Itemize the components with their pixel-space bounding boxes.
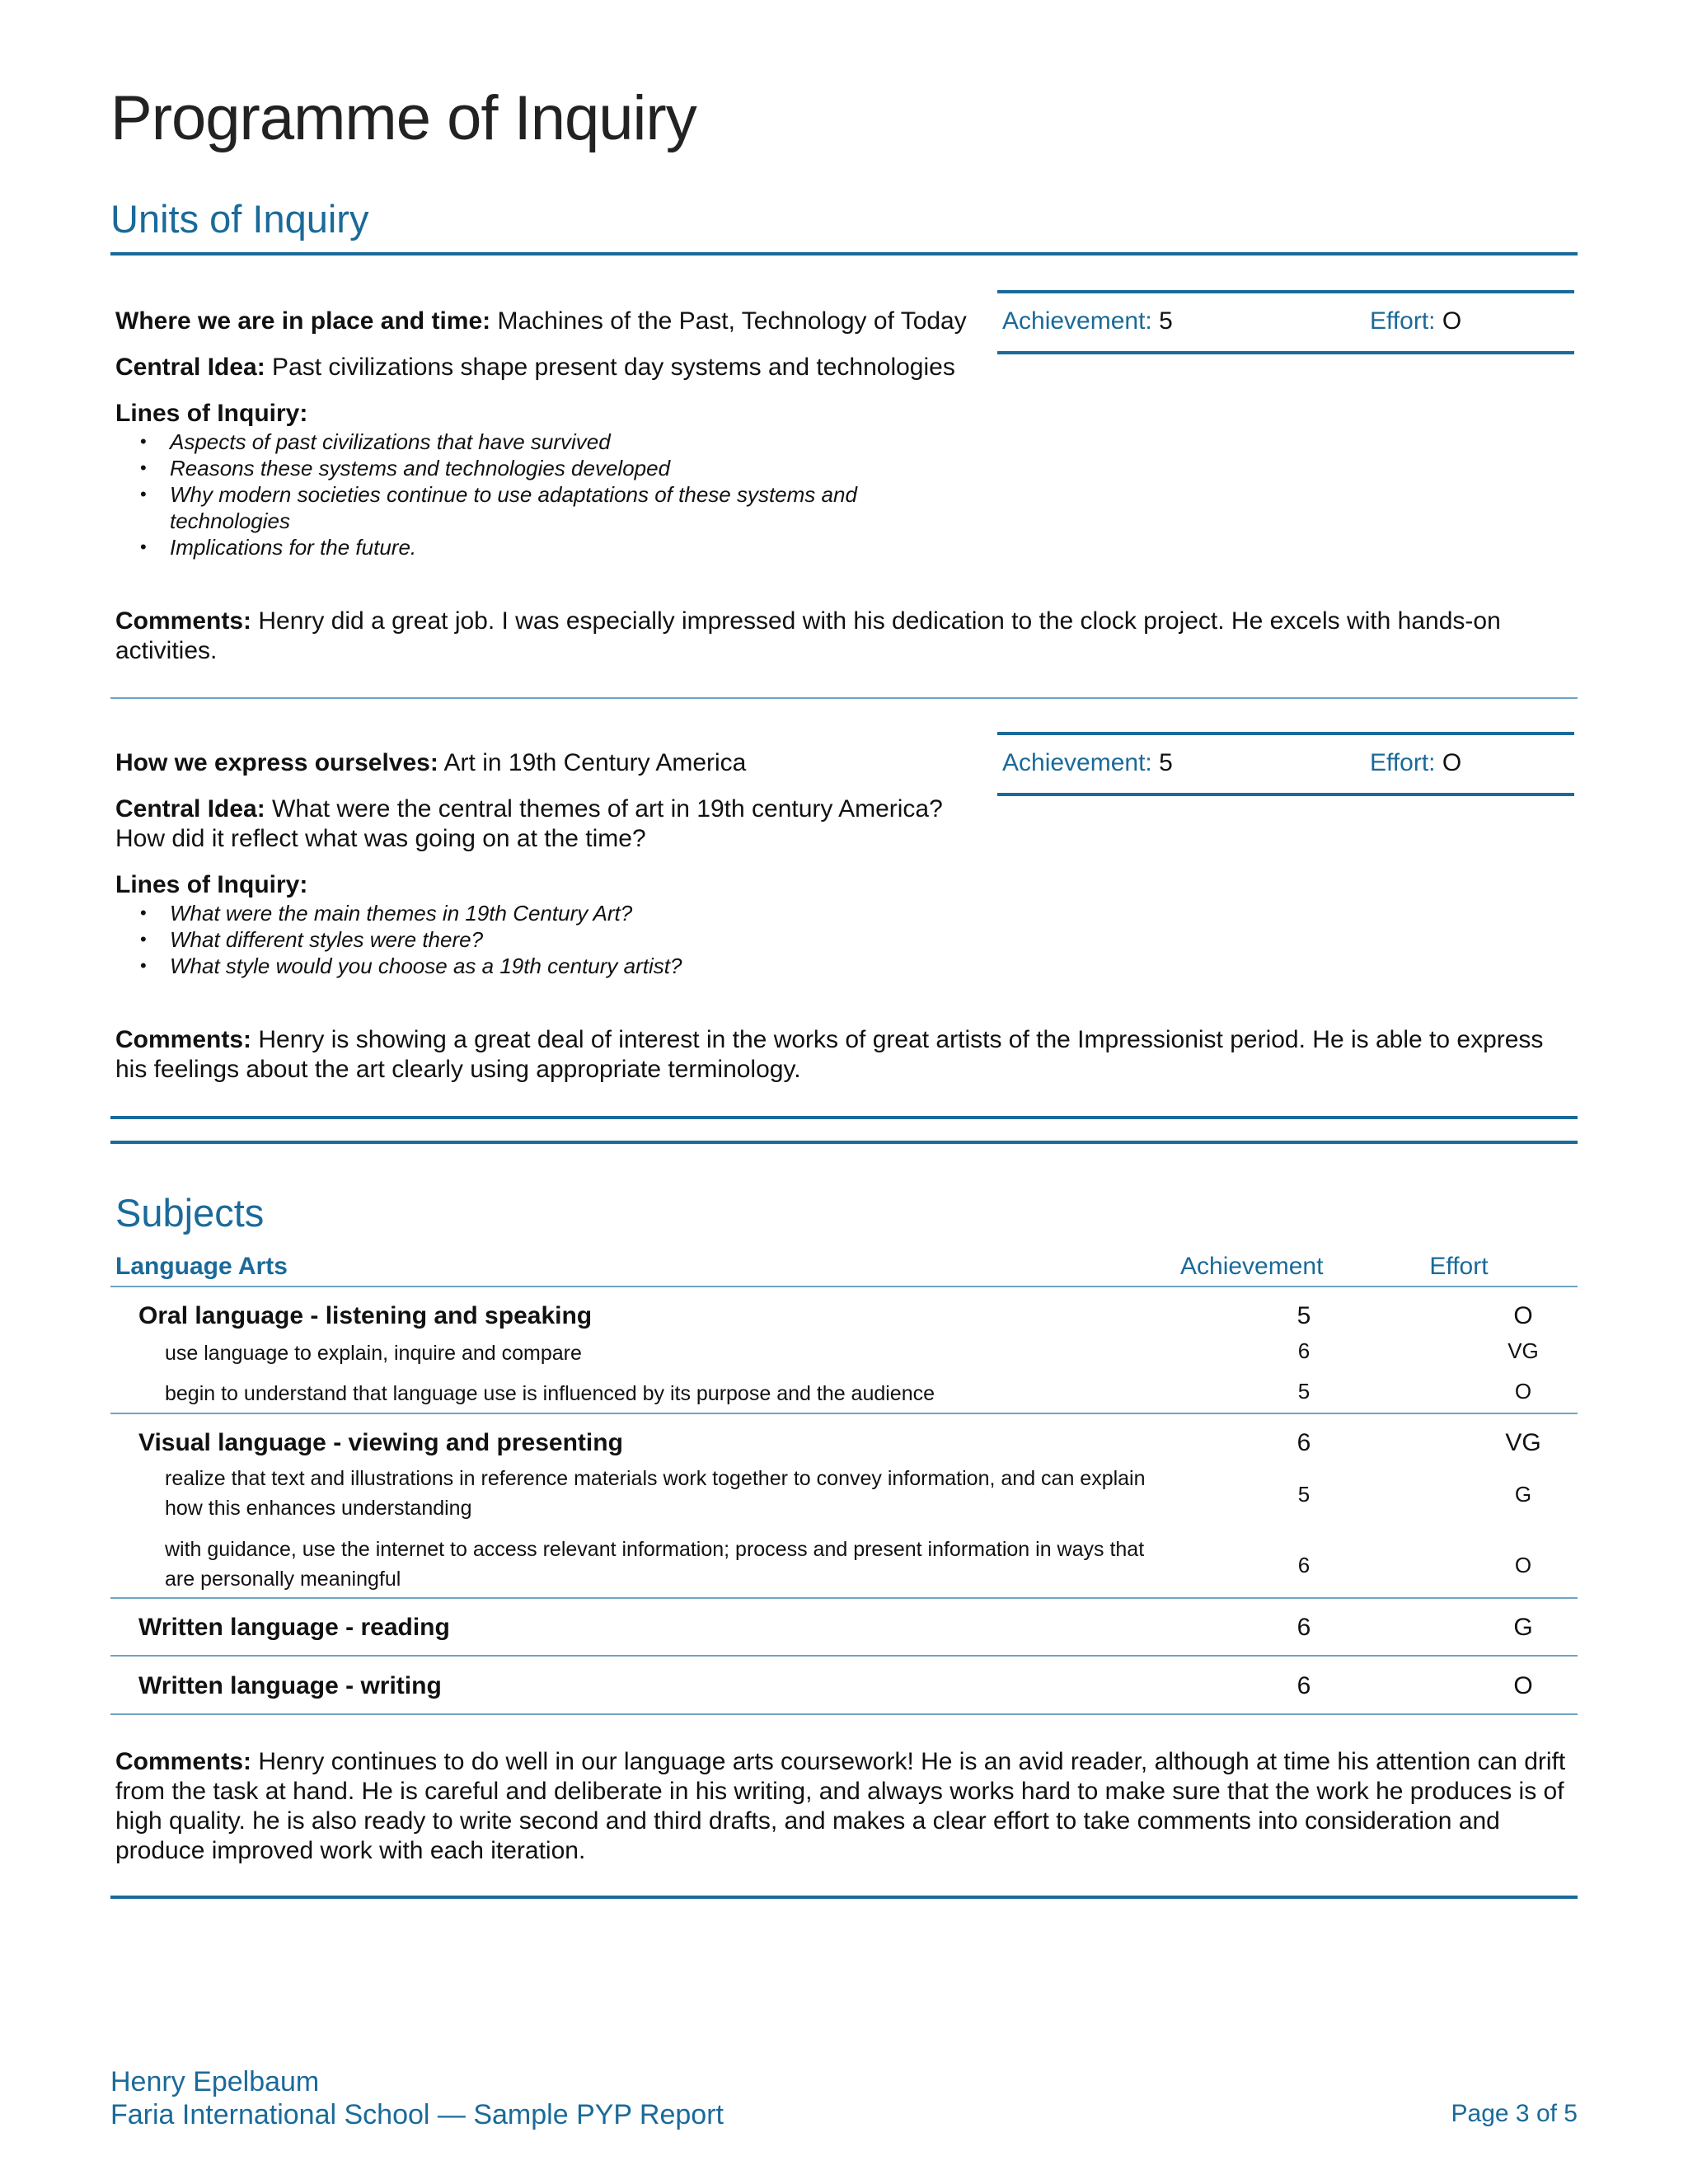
strand-effort: O xyxy=(1513,1302,1533,1329)
central-idea xyxy=(115,794,973,854)
achievement-effort-box xyxy=(997,290,1574,354)
effort-label: Effort: xyxy=(1370,307,1436,335)
comments-text: Henry did a great job. I was especially impressed with his dedication to the clock project. He excels with hands-on activities. xyxy=(115,607,1501,664)
strand-effort: VG xyxy=(1505,1429,1541,1456)
effort-value: O xyxy=(1442,307,1462,335)
outcome-text: begin to understand that language use is influenced by its purpose and the audience xyxy=(165,1382,935,1405)
list-item: • What style would you choose as a 19th century artist? xyxy=(170,953,912,979)
table-rule xyxy=(110,1713,1578,1715)
table-rule xyxy=(110,1597,1578,1599)
subject-comments-block xyxy=(115,1747,1574,1866)
strand-title: Visual language - viewing and presenting xyxy=(138,1429,623,1456)
school-report-title: Faria International School — Sample PYP Report xyxy=(110,2099,724,2130)
central-idea xyxy=(115,353,1574,382)
list-item: • Reasons these systems and technologies developed xyxy=(170,455,912,481)
table-rule xyxy=(110,1413,1578,1414)
unit-theme-label: Where we are in place and time: xyxy=(115,307,491,335)
comments-label: Comments: xyxy=(115,1748,252,1775)
list-item: • Implications for the future. xyxy=(170,534,912,560)
achievement-effort-box xyxy=(997,732,1574,796)
subject-name: Language Arts xyxy=(115,1253,288,1280)
strand-effort: G xyxy=(1513,1614,1533,1641)
lines-of-inquiry-label: Lines of Inquiry: xyxy=(115,400,308,427)
comments-text: Henry is showing a great deal of interest in the works of great artists of the Impressionist period. He is able to express his feelings about the art clearly using appropriate terminology. xyxy=(115,1026,1544,1083)
strand-effort: O xyxy=(1513,1672,1533,1699)
outcome-effort: O xyxy=(1514,1379,1532,1404)
list-item: • Aspects of past civilizations that have survived xyxy=(170,429,912,455)
subject-comments xyxy=(115,1747,1566,1866)
lines-of-inquiry-list xyxy=(115,429,1574,560)
strand-achievement: 6 xyxy=(1296,1614,1311,1641)
strand-achievement: 5 xyxy=(1296,1302,1311,1329)
lines-of-inquiry-list xyxy=(115,900,1574,979)
lines-of-inquiry-label: Lines of Inquiry: xyxy=(115,871,308,898)
subjects-start-rule xyxy=(110,1141,1578,1144)
outcome-text: realize that text and illustrations in reference materials work together to convey information, and can explain how this enhances understanding xyxy=(165,1467,1146,1520)
unit-comments xyxy=(115,1025,1566,1085)
outcome-achievement: 5 xyxy=(1297,1379,1311,1404)
unit-comments xyxy=(115,607,1566,666)
units-end-rule xyxy=(110,1116,1578,1119)
strand-title: Written language - reading xyxy=(138,1614,450,1641)
strand-title: Oral language - listening and speaking xyxy=(138,1302,593,1329)
student-name: Henry Epelbaum xyxy=(110,2066,320,2097)
central-idea-label: Central Idea: xyxy=(115,354,265,381)
strand-title: Written language - writing xyxy=(138,1672,442,1699)
effort-value: O xyxy=(1442,749,1462,776)
strand-achievement: 6 xyxy=(1296,1672,1311,1699)
subjects-title: Subjects xyxy=(115,1191,265,1235)
list-item: • What were the main themes in 19th Century Art? xyxy=(170,900,912,926)
comments-label: Comments: xyxy=(115,607,252,635)
unit-theme-label: How we express ourselves: xyxy=(115,749,438,776)
outcome-achievement: 6 xyxy=(1297,1553,1311,1577)
units-title-rule xyxy=(110,252,1578,255)
achievement-label: Achievement: xyxy=(1002,307,1152,335)
achievement-value: 5 xyxy=(1159,749,1173,776)
central-idea-label: Central Idea: xyxy=(115,795,265,823)
effort-label: Effort: xyxy=(1370,749,1436,776)
unit-of-inquiry xyxy=(115,748,1574,1085)
central-idea-value: What were the central themes of art in 19th century America? How did it reflect what was going on at the time? xyxy=(115,795,943,852)
achievement-column-header: Achievement xyxy=(1180,1253,1324,1280)
achievement-value: 5 xyxy=(1159,307,1173,335)
unit-theme-value: Machines of the Past, Technology of Today xyxy=(490,307,967,335)
page-number: Page 3 of 5 xyxy=(1451,2100,1578,2127)
outcome-effort: O xyxy=(1514,1553,1532,1577)
unit-theme-value: Art in 19th Century America xyxy=(438,749,747,776)
unit-of-inquiry xyxy=(115,307,1574,666)
outcome-achievement: 6 xyxy=(1297,1338,1311,1363)
table-rule xyxy=(110,1655,1578,1657)
comments-label: Comments: xyxy=(115,1026,252,1053)
achievement-label: Achievement: xyxy=(1002,749,1152,776)
strand-achievement: 6 xyxy=(1296,1429,1311,1456)
outcome-effort: G xyxy=(1514,1482,1532,1507)
outcome-text: use language to explain, inquire and compare xyxy=(165,1342,582,1365)
list-item: • What different styles were there? xyxy=(170,926,912,953)
comments-text: Henry continues to do well in our language arts coursework! He is an avid reader, although at time his attention can drift from the task at hand. He is careful and deliberate in his writing, and always works hard to make sure that the work he produces is of high quality. he is also ready to write second and third drafts, and makes a clear effort to take comments into consideration and produce improved work with each iteration. xyxy=(115,1748,1566,1864)
page-title: Programme of Inquiry xyxy=(110,83,696,153)
table-rule xyxy=(110,1286,1578,1287)
effort-column-header: Effort xyxy=(1429,1253,1489,1280)
footer-left xyxy=(110,2065,724,2131)
outcome-effort: VG xyxy=(1507,1338,1539,1363)
unit-divider xyxy=(110,697,1578,699)
list-item: • Why modern societies continue to use adaptations of these systems and technologies xyxy=(170,481,912,534)
central-idea-value: Past civilizations shape present day systems and technologies xyxy=(265,354,955,381)
outcome-achievement: 5 xyxy=(1297,1482,1311,1507)
subjects-end-rule xyxy=(110,1896,1578,1899)
units-of-inquiry-title: Units of Inquiry xyxy=(110,197,369,241)
outcome-text: with guidance, use the internet to access relevant information; process and present information in ways that are personally meaningful xyxy=(165,1538,1145,1591)
